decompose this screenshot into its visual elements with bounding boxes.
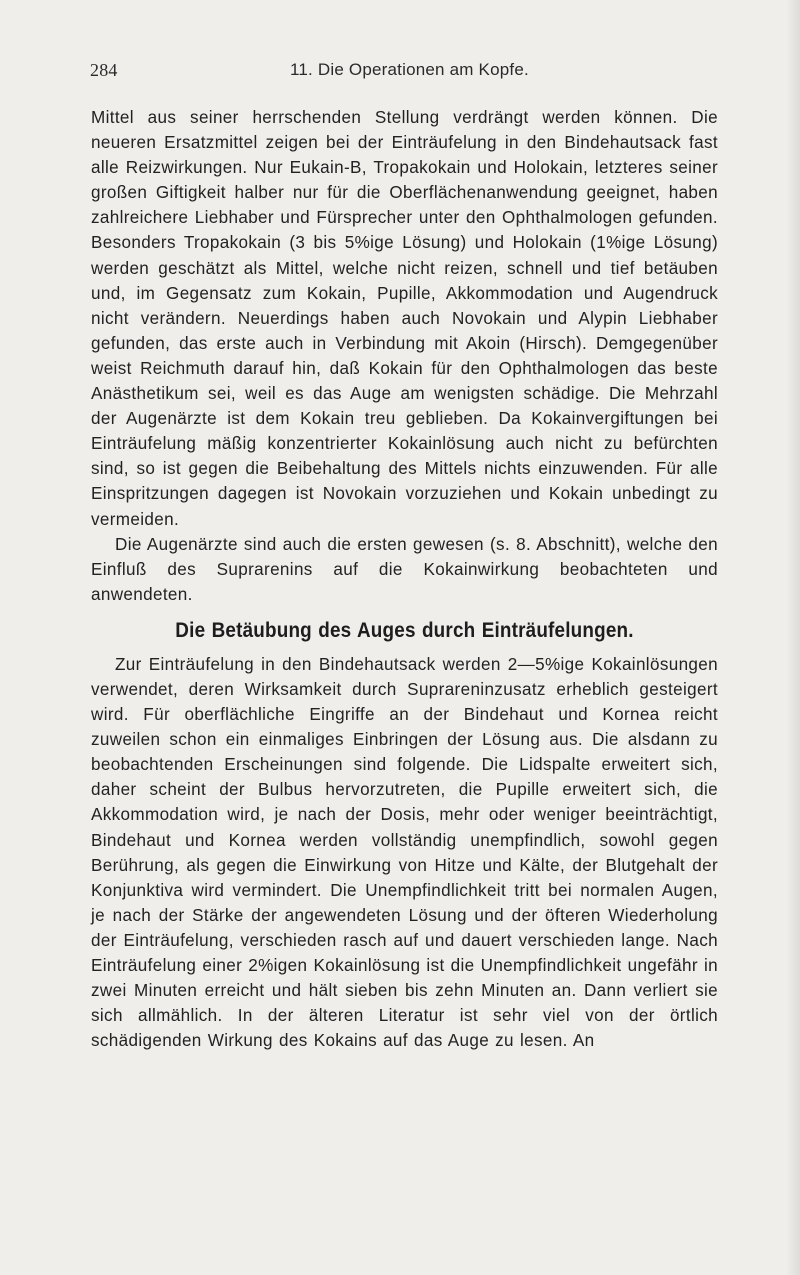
page-number: 284 <box>90 60 118 80</box>
section-heading: Die Betäubung des Auges durch Einträufelungen. <box>175 618 634 642</box>
paragraph-2: Die Augenärzte sind auch die ersten gewesen (s. 8. Abschnitt), welche den Einfluß des Suprarenins auf die Kokainwirkung beobachteten und anwendeten. <box>91 534 718 604</box>
page-edge-shadow <box>786 0 800 1275</box>
paragraph-1: Mittel aus seiner herrschenden Stellung verdrängt werden können. Die neueren Ersatzmittel zeigen bei der Einträufelung in den Bindehautsack fast alle Reizwirkungen. Nur Eukain-B, Tropakokain und Holokain, letzteres seiner großen Giftigkeit halber nur für die Oberflächenanwendung geeignet, haben zahlreichere Liebhaber und Fürsprecher unter den Ophthalmologen gefunden. Besonders Tropakokain (3 bis 5%ige Lösung) und Holokain (1%ige Lösung) werden geschätzt als Mittel, welche nicht reizen, schnell und tief betäuben und, im Gegensatz zum Kokain, Pupille, Akkommodation und Augendruck nicht verändern. Neuerdings haben auch Novokain und Alypin Liebhaber gefunden, das erste auch in Verbindung mit Akoin (Hirsch). Demgegenüber weist Reichmuth darauf hin, daß Kokain für den Ophthalmologen das beste Anästhetikum sei, weil es das Auge am wenigsten schädige. Die Mehrzahl der Augenärzte ist dem Kokain treu geblieben. Da Kokainvergiftungen bei Einträufelung mäßig konzentrierter Kokainlösung auch nicht zu befürchten sind, so ist gegen die Beibehaltung des Mittels nichts einzuwenden. Für alle Einspritzungen dagegen ist Novokain vorzuziehen und Kokain unbedingt zu vermeiden. <box>91 108 718 529</box>
chapter-title: 11. Die Operationen am Kopfe. <box>290 60 529 79</box>
page-text <box>91 105 718 1053</box>
running-header <box>90 60 720 90</box>
paragraph-3: Zur Einträufelung in den Bindehautsack werden 2—5%ige Kokainlösungen verwendet, deren Wirksamkeit durch Suprareninzusatz erheblich gesteigert wird. Für oberflächliche Eingriffe an der Bindehaut und Kornea reicht zuweilen schon ein einmaliges Einbringen der Lösung aus. Die alsdann zu beobachtenden Erscheinungen sind folgende. Die Lidspalte erweitert sich, daher scheint der Bulbus hervorzutreten, die Pupille erweitert sich, die Akkommodation wird, je nach der Dosis, mehr oder weniger beeinträchtigt, Bindehaut und Kornea werden vollständig unempfindlich, sowohl gegen Berührung, als gegen die Einwirkung von Hitze und Kälte, der Blutgehalt der Konjunktiva wird vermindert. Die Unempfindlichkeit tritt bei normalen Augen, je nach der Stärke der angewendeten Lösung und der öfteren Wiederholung der Einträufelung, verschieden rasch auf und dauert verschieden lange. Nach Einträufelung einer 2%igen Kokainlösung ist die Unempfindlichkeit ungefähr in zwei Minuten erreicht und hält sieben bis zehn Minuten an. Dann verliert sie sich allmählich. In der älteren Literatur ist sehr viel von der örtlich schädigenden Wirkung des Kokains auf das Auge zu lesen. An <box>91 654 718 1051</box>
